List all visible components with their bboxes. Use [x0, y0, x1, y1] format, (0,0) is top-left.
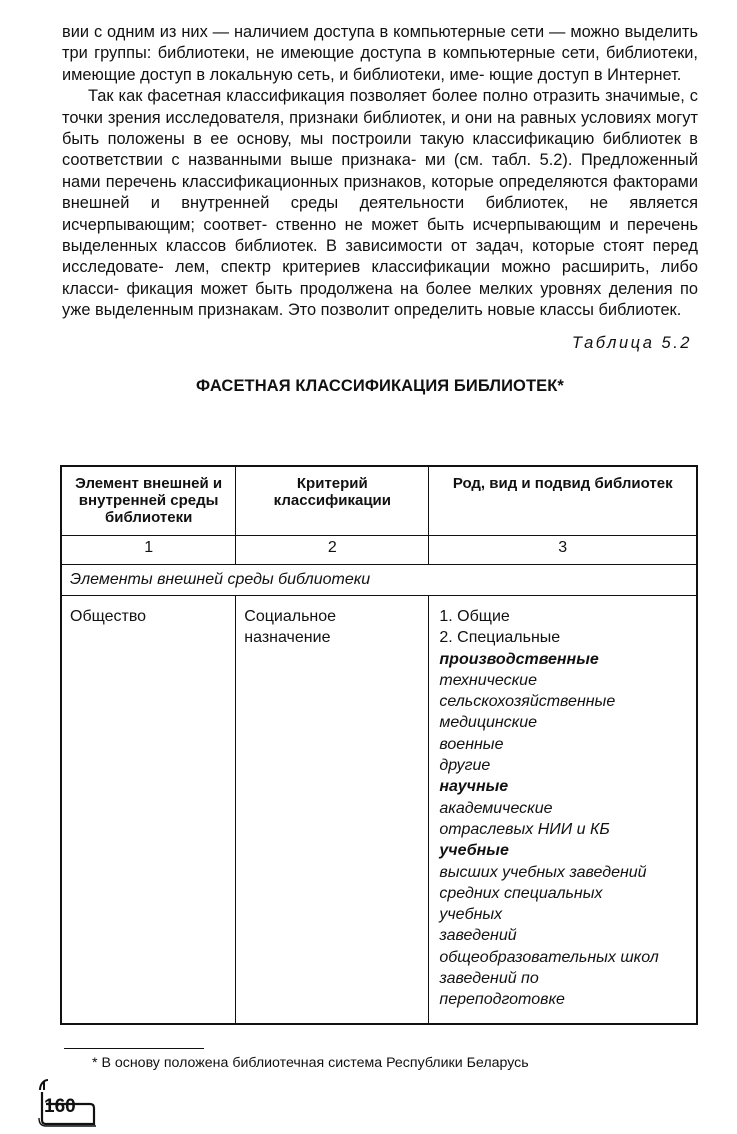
table-row [61, 596, 697, 1024]
table-caption: Таблица 5.2 [571, 333, 692, 352]
column-number: 1 [61, 536, 236, 565]
text-line: ственно не может быть исчерпывающим и перечень выделенных классов [62, 215, 698, 256]
page-number-badge [36, 1078, 98, 1126]
cell-element: Общество [61, 596, 236, 1024]
section-row [61, 565, 697, 596]
class-item: общеобразовательных школ [439, 948, 659, 966]
class-item: 2. Специальные [439, 629, 561, 647]
body-text [62, 22, 698, 396]
class-item: заведений [439, 927, 517, 945]
header-classes: Род, вид и подвид библиотек [429, 466, 697, 536]
header-element: Элемент внешней и внутренней среды библиотеки [61, 466, 236, 536]
text-line: библиотек. [598, 301, 682, 320]
criterion-line: Социальное [244, 608, 337, 625]
text-line: классификацию библиотек в соответствии с названными выше признака- [62, 130, 698, 170]
classification-table [60, 465, 698, 1025]
text-line: Так как фасетная классификация позволяет более полно отразить [88, 87, 601, 106]
class-item: отраслевых НИИ и КБ [439, 820, 610, 838]
paragraph [62, 86, 698, 321]
class-item: заведений по [439, 970, 539, 988]
text-line: ми (см. табл. 5.2). Предложенный нами перечень классификационных [62, 151, 698, 191]
header-criterion: Критерий классификации [236, 466, 429, 536]
class-item: военные [439, 735, 504, 753]
text-line: библиотек. В зависимости от задач, которые стоят перед исследовате- [62, 237, 698, 277]
text-line: фикация может быть продолжена на более мелких уровнях деления по [126, 279, 698, 298]
cell-classes [429, 596, 697, 1024]
text-line: сети, библиотеки, имеющие доступ в локальную сеть, и библиотеки, име- [62, 44, 698, 84]
text-line: среды деятельности библиотек, не является исчерпывающим; соответ- [62, 194, 698, 234]
criterion-line: назначение [244, 629, 331, 647]
footnote: * В основу положена библиотечная система Республики Беларусь [92, 1055, 529, 1071]
class-item: производственные [439, 650, 599, 668]
footnote-divider [64, 1048, 204, 1049]
class-item: учебных [439, 906, 503, 924]
class-item: средних специальных [439, 884, 603, 902]
class-item: высших учебных заведений [439, 863, 647, 881]
cell-criterion [236, 596, 429, 1024]
class-item: медицинские [439, 714, 538, 732]
text-line: ющие доступ в Интернет. [489, 65, 682, 84]
table-title: ФАСЕТНАЯ КЛАССИФИКАЦИЯ БИБЛИОТЕК* [196, 376, 564, 395]
class-item: переподготовке [439, 991, 565, 1009]
class-item: другие [439, 757, 491, 775]
paragraphs [62, 22, 698, 322]
text-line: уже выделенным признакам. Это позволит определить новые классы [62, 301, 594, 320]
section-label: Элементы внешней среды библиотеки [61, 565, 697, 596]
text-line: признаков, которые определяются факторами внешней и внутренней [62, 172, 698, 213]
text-line: равных условиях могут быть положены в ее основу, мы построили такую [62, 108, 698, 149]
column-number-row [61, 536, 697, 565]
text-line: выделить три группы: библиотеки, не имеющие доступа в компьютерные [62, 23, 698, 63]
table-header-row [61, 466, 697, 536]
column-number: 2 [236, 536, 429, 565]
page-number: 160 [44, 1096, 76, 1117]
paragraph [62, 22, 698, 86]
class-item: технические [439, 671, 537, 689]
text-line: значимые, с точки зрения исследователя, признаки библиотек, и они на [62, 87, 698, 127]
class-item: сельскохозяйственные [439, 693, 616, 711]
class-item: академические [439, 799, 553, 817]
class-item: 1. Общие [439, 608, 510, 625]
class-item: учебные [439, 842, 509, 860]
text-line: лем, спектр критериев классификации можно расширить, либо класси- [62, 258, 698, 298]
class-item: научные [439, 778, 509, 796]
text-line: вии с одним из них — наличием доступа в компьютерные сети — можно [62, 23, 620, 41]
column-number: 3 [429, 536, 697, 565]
